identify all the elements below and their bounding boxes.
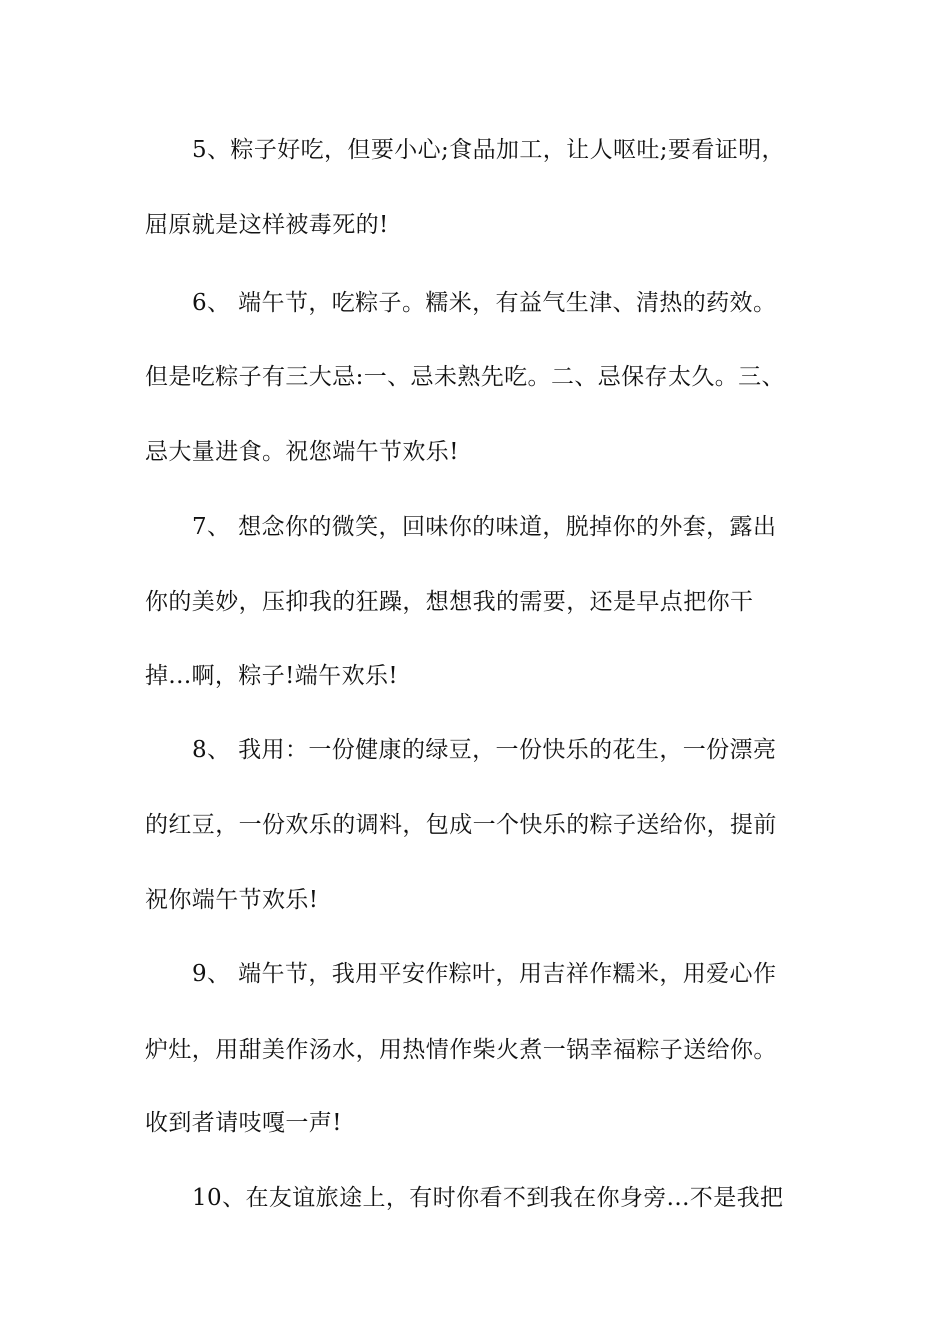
paragraph-6-line-3: 忌大量进食。祝您端午节欢乐! [145, 439, 459, 465]
paragraph-6-line-2: 但是吃粽子有三大忌:一、忌未熟先吃。二、忌保存太久。三、 [145, 364, 785, 390]
paragraph-5-line-2: 屈原就是这样被毒死的! [145, 212, 389, 238]
paragraph-9-line-2: 炉灶，用甜美作汤水，用热情作柴火煮一锅幸福粽子送给你。 [145, 1037, 777, 1063]
paragraph-9-line-3: 收到者请吱嘎一声! [145, 1110, 342, 1136]
paragraph-10-line-1: 10、在友谊旅途上，有时你看不到我在你身旁...不是我把 [192, 1185, 784, 1211]
paragraph-7-line-3: 掉...啊，粽子!端午欢乐! [145, 663, 399, 689]
paragraph-9-line-1: 9、 端午节，我用平安作粽叶，用吉祥作糯米，用爱心作 [192, 961, 777, 987]
paragraph-7-line-2: 你的美妙，压抑我的狂躁，想想我的需要，还是早点把你干 [145, 589, 754, 615]
paragraph-6-line-1: 6、 端午节，吃粽子。糯米，有益气生津、清热的药效。 [192, 290, 777, 316]
paragraph-8-line-3: 祝你端午节欢乐! [145, 887, 319, 913]
paragraph-7-line-1: 7、 想念你的微笑，回味你的味道，脱掉你的外套，露出 [192, 514, 777, 540]
paragraph-5-line-1: 5、粽子好吃，但要小心;食品加工，让人呕吐;要看证明， [192, 137, 785, 163]
paragraph-8-line-1: 8、 我用：一份健康的绿豆，一份快乐的花生，一份漂亮 [192, 737, 777, 763]
paragraph-8-line-2: 的红豆，一份欢乐的调料，包成一个快乐的粽子送给你，提前 [145, 812, 777, 838]
